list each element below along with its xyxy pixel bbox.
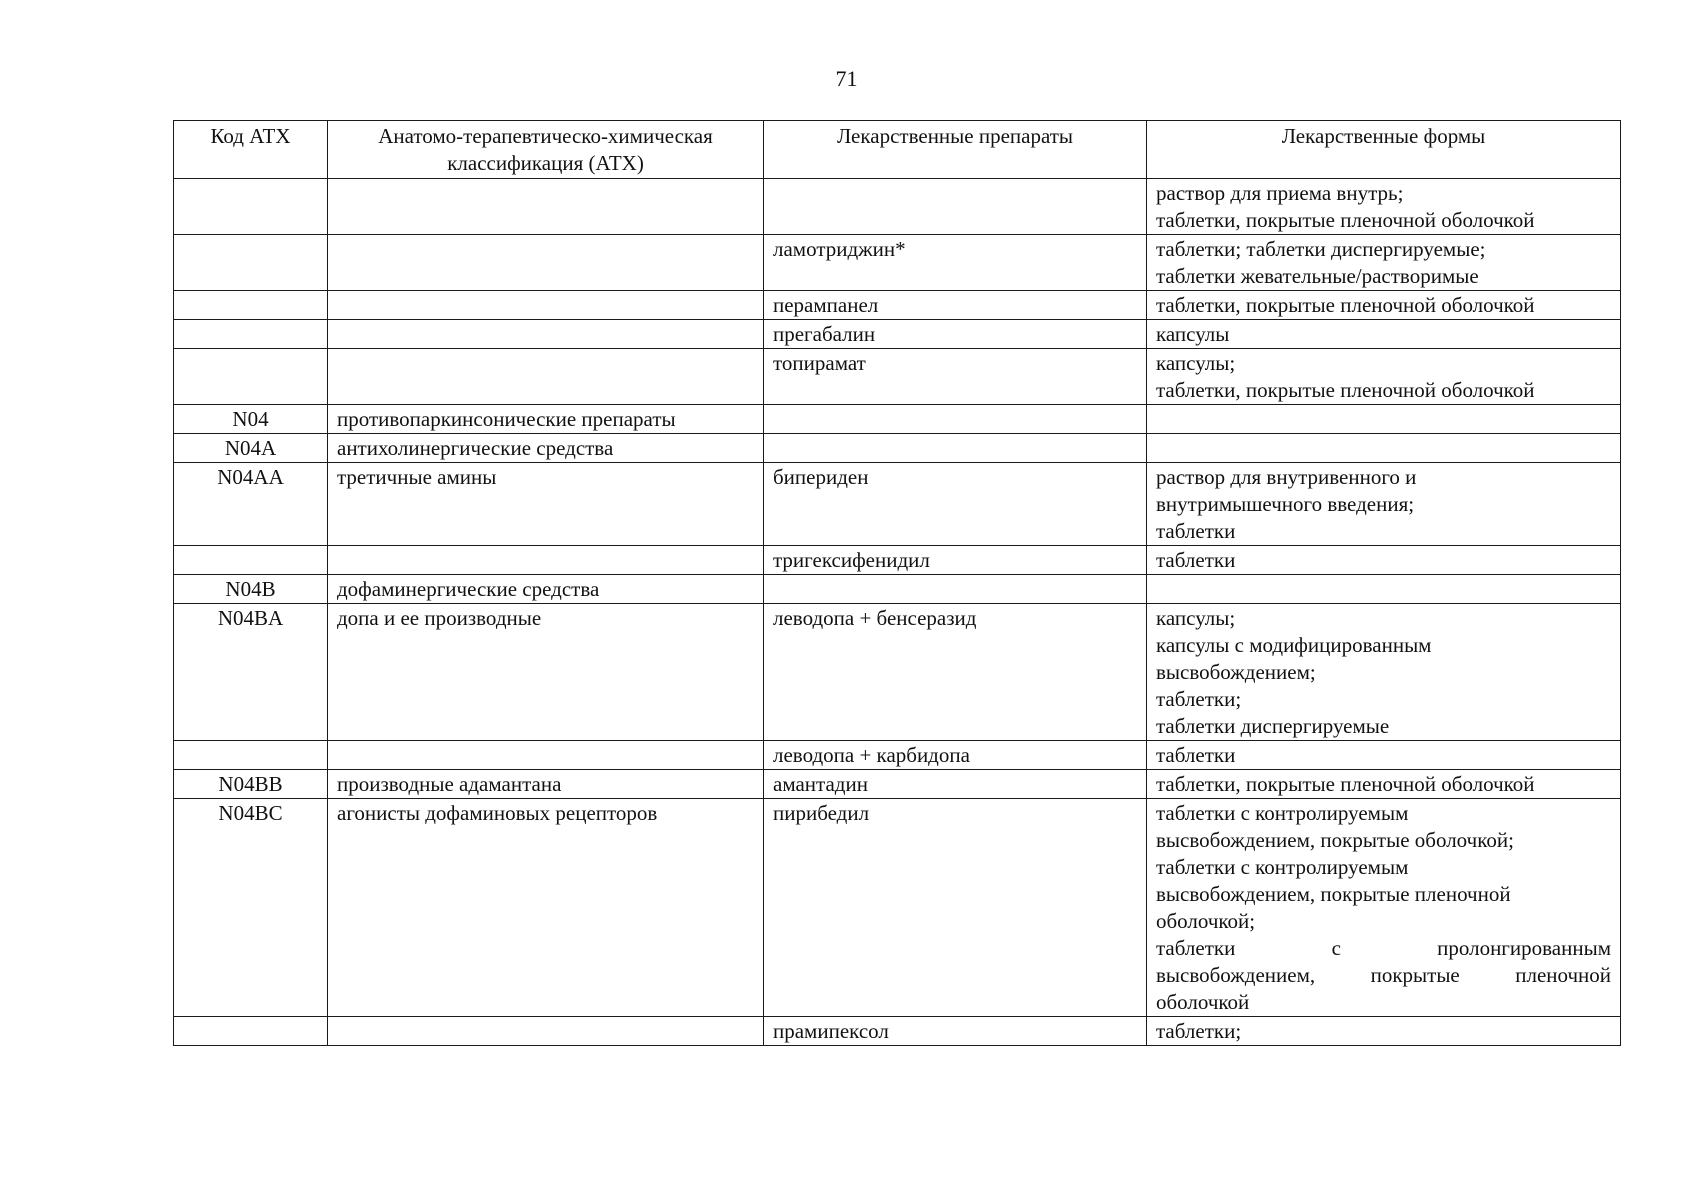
dosage-form-line: оболочкой; [1156, 909, 1256, 933]
drug-cell: перампанел [764, 291, 1147, 320]
drug-cell [764, 575, 1147, 604]
classification-cell: агонисты дофаминовых рецепторов [328, 799, 764, 1017]
dosage-form-line: таблетки, покрытые пленочной оболочкой [1156, 293, 1535, 317]
dosage-form-line: капсулы с модифицированным [1156, 633, 1432, 657]
atc-code-cell: N04BC [174, 799, 328, 1017]
dosage-form-line: таблетки; [1156, 1019, 1242, 1043]
table-row [174, 179, 1621, 235]
dosage-forms-cell [1147, 179, 1621, 235]
dosage-form-line: таблетки; [1156, 687, 1242, 711]
dosage-form-line: таблетки [1156, 519, 1236, 543]
classification-cell [328, 1017, 764, 1046]
table-row [174, 799, 1621, 1017]
dosage-form-line: таблетки жевательные/растворимые [1156, 264, 1479, 288]
classification-cell [328, 235, 764, 291]
table-row [174, 291, 1621, 320]
dosage-forms-cell [1147, 799, 1621, 1017]
classification-cell [328, 349, 764, 405]
drug-cell [764, 179, 1147, 235]
classification-cell: противопаркинсонические препараты [328, 405, 764, 434]
dosage-forms-cell [1147, 349, 1621, 405]
table-row [174, 235, 1621, 291]
atc-code-cell: N04A [174, 434, 328, 463]
table-row [174, 604, 1621, 741]
atc-code-cell: N04B [174, 575, 328, 604]
dosage-form-line: таблетки [1156, 743, 1236, 767]
dosage-form-line: внутримышечного введения; [1156, 492, 1415, 516]
atc-code-cell [174, 741, 328, 770]
dosage-forms-cell [1147, 434, 1621, 463]
classification-cell: дофаминергические средства [328, 575, 764, 604]
drug-cell: леводопа + бенсеразид [764, 604, 1147, 741]
table-row [174, 575, 1621, 604]
classification-cell: допа и ее производные [328, 604, 764, 741]
dosage-form-line: высвобождением, покрытые оболочкой; [1156, 828, 1514, 852]
drug-cell: топирамат [764, 349, 1147, 405]
header-code: Код АТХ [174, 121, 328, 179]
classification-cell [328, 291, 764, 320]
dosage-form-line: таблетки с пролонгированным [1156, 936, 1611, 960]
table-row [174, 434, 1621, 463]
header-forms: Лекарственные формы [1147, 121, 1621, 179]
classification-cell: производные адамантана [328, 770, 764, 799]
classification-cell [328, 179, 764, 235]
atc-code-cell [174, 546, 328, 575]
table-row [174, 770, 1621, 799]
dosage-forms-cell [1147, 546, 1621, 575]
header-drug: Лекарственные препараты [764, 121, 1147, 179]
atc-code-cell: N04 [174, 405, 328, 434]
drug-cell: леводопа + карбидопа [764, 741, 1147, 770]
atc-code-cell: N04BA [174, 604, 328, 741]
dosage-form-line: высвобождением, покрытые пленочной [1156, 963, 1611, 987]
atc-code-cell [174, 179, 328, 235]
dosage-form-line: капсулы; [1156, 606, 1236, 630]
dosage-form-line: высвобождением, покрытые пленочной [1156, 882, 1511, 906]
table-row [174, 546, 1621, 575]
classification-cell: третичные амины [328, 463, 764, 546]
classification-cell: антихолинергические средства [328, 434, 764, 463]
dosage-form-line: таблетки [1156, 548, 1236, 572]
dosage-form-line: раствор для приема внутрь; [1156, 181, 1404, 205]
header-classification: Анатомо-терапевтическо-химическая классификация (АТХ) [328, 121, 764, 179]
classification-cell [328, 741, 764, 770]
drug-cell: ламотриджин* [764, 235, 1147, 291]
drug-cell: прамипексол [764, 1017, 1147, 1046]
drug-cell: амантадин [764, 770, 1147, 799]
drug-cell [764, 434, 1147, 463]
atc-table [173, 120, 1621, 1046]
atc-code-cell [174, 1017, 328, 1046]
atc-code-cell [174, 349, 328, 405]
atc-code-cell [174, 320, 328, 349]
atc-code-cell: N04BB [174, 770, 328, 799]
dosage-form-line: таблетки, покрытые пленочной оболочкой [1156, 772, 1535, 796]
dosage-form-line: раствор для внутривенного и [1156, 465, 1417, 489]
table-row [174, 349, 1621, 405]
table-row [174, 1017, 1621, 1046]
atc-code-cell [174, 291, 328, 320]
dosage-form-line: таблетки с контролируемым [1156, 801, 1409, 825]
table-header-row [174, 121, 1621, 179]
drug-cell: тригексифенидил [764, 546, 1147, 575]
atc-code-cell: N04AA [174, 463, 328, 546]
page-number: 71 [835, 66, 858, 91]
drug-cell [764, 405, 1147, 434]
dosage-form-line: оболочкой [1156, 990, 1250, 1014]
dosage-forms-cell [1147, 235, 1621, 291]
table-body [174, 179, 1621, 1046]
dosage-form-line: таблетки диспергируемые [1156, 714, 1390, 738]
atc-code-cell [174, 235, 328, 291]
classification-cell [328, 320, 764, 349]
table-row [174, 320, 1621, 349]
dosage-forms-cell [1147, 463, 1621, 546]
dosage-form-line: капсулы; [1156, 351, 1236, 375]
drug-cell: бипериден [764, 463, 1147, 546]
dosage-forms-cell [1147, 291, 1621, 320]
dosage-forms-cell [1147, 1017, 1621, 1046]
dosage-forms-cell [1147, 320, 1621, 349]
dosage-forms-cell [1147, 741, 1621, 770]
classification-cell [328, 546, 764, 575]
table-row [174, 741, 1621, 770]
table-row [174, 463, 1621, 546]
dosage-forms-cell [1147, 770, 1621, 799]
table-row [174, 405, 1621, 434]
dosage-forms-cell [1147, 604, 1621, 741]
drug-cell: пирибедил [764, 799, 1147, 1017]
dosage-forms-cell [1147, 575, 1621, 604]
drug-cell: прегабалин [764, 320, 1147, 349]
dosage-form-line: таблетки, покрытые пленочной оболочкой [1156, 208, 1535, 232]
dosage-form-line: таблетки; таблетки диспергируемые; [1156, 237, 1486, 261]
dosage-forms-cell [1147, 405, 1621, 434]
dosage-form-line: таблетки, покрытые пленочной оболочкой [1156, 378, 1535, 402]
dosage-form-line: таблетки с контролируемым [1156, 855, 1409, 879]
dosage-form-line: капсулы [1156, 322, 1230, 346]
dosage-form-line: высвобождением; [1156, 660, 1316, 684]
